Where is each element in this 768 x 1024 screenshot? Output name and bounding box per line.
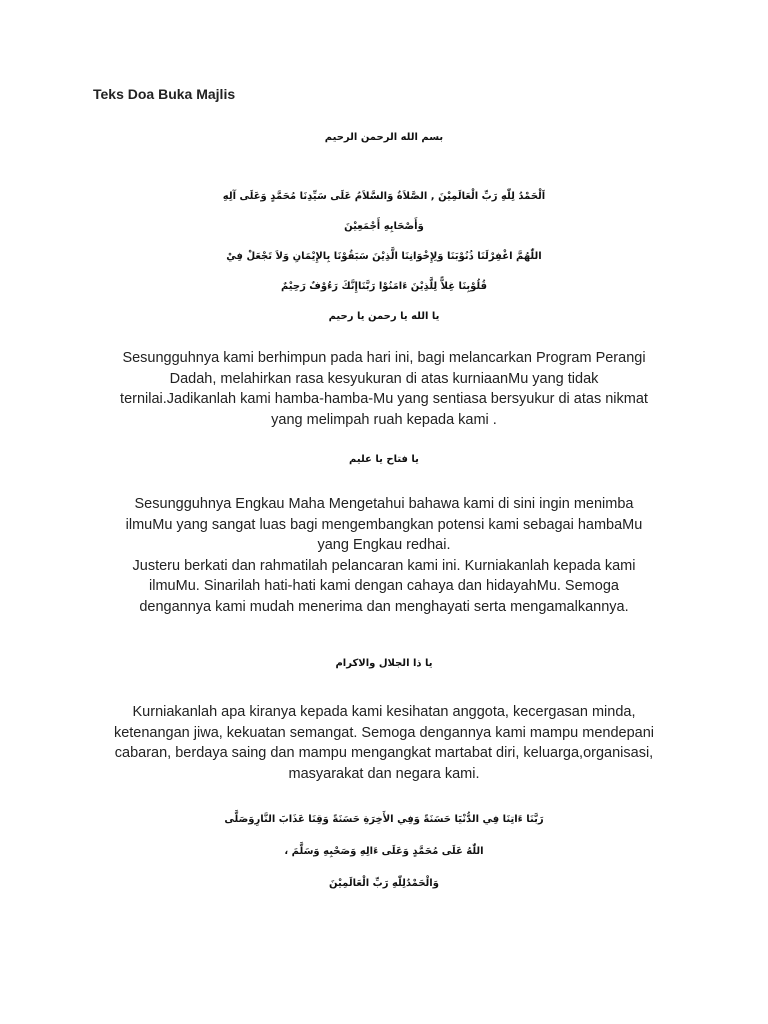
paragraph-line: ilmuMu yang sangat luas bagi mengembangkan potensi kami sebagai hambaMu — [125, 516, 643, 533]
paragraph-line: dengannya kami mudah menerima dan menghayati serta mengamalkannya. — [139, 598, 629, 615]
paragraph-line: yang Engkau redhai. — [317, 537, 451, 553]
paragraph-line: ketenangan jiwa, kekuatan semangat. Semoga dengannya kami mampu mendepani — [113, 724, 655, 741]
paragraph-line: Justeru berkati dan rahmatilah pelancaran kami ini. Kurniakanlah kepada kami — [132, 557, 636, 574]
closing-dua-line: وَالْحَمْدُلِلّٰهِ رَبِّ الْعَالَمِيْنَ — [329, 878, 439, 889]
paragraph-line: cabaran, berdaya saing dan mampu mengangkat martabat diri, keluarga,organisasi, — [114, 745, 654, 761]
opening-dua-line: اللّٰهُمَّ اغْفِرْلَنَا ذُنُوْبَنَا وَلِإِخْوَانِنَا الَّذِيْنَ سَبَقُوْنَا بِالإِيْمَانِ وَلاَ تَجْعَلْ فِيْ — [226, 251, 542, 262]
section-heading-2: يا فتاح يا عليم — [349, 454, 419, 465]
closing-dua-line: اللّٰهُ عَلَى مُحَمَّدٍ وَعَلَى ءَالِهِ وَصَحْبِهِ وَسَلَّمَ ، — [284, 846, 484, 857]
opening-dua-line: يا الله يا رحمن يا رحيم — [328, 311, 440, 322]
opening-dua-line: اَلْحَمْدُ لِلّٰهِ رَبِّ الْعَالَمِيْنَ , الصَّلاَةُ وَالسَّلاَمُ عَلَى سَيِّدِنَا مُحَمَّدٍ وَعَلَى آلِهِ — [222, 191, 546, 202]
closing-dua — [60, 804, 708, 900]
section-heading-3: يا ذا الجلال والاكرام — [335, 658, 433, 669]
paragraph-line: Sesungguhnya Engkau Maha Mengetahui bahawa kami di sini ingin menimba — [134, 496, 634, 512]
opening-dua-line: وَأَصْحَابِهِ أَجْمَعِيْنَ — [344, 221, 424, 232]
paragraph-line: Kurniakanlah apa kiranya kepada kami kesihatan anggota, kecergasan minda, — [132, 704, 636, 720]
closing-dua-line: رَبَّنَا ءَاتِنَا فِي الدُّنْيَا حَسَنَةً وَفِي الأَخِرَةِ حَسَنَةً وَقِنَا عَذَابَ النَّارِوَصَلَّى — [224, 814, 544, 825]
paragraph-line: yang melimpah ruah kepada kami . — [271, 411, 497, 428]
paragraph-3 — [84, 702, 684, 784]
paragraph-2 — [84, 494, 684, 617]
paragraph-line: Sesungguhnya kami berhimpun pada hari ini, bagi melancarkan Program Perangi — [122, 350, 646, 366]
opening-dua — [60, 182, 708, 332]
paragraph-1 — [84, 348, 684, 430]
document-title: Teks Doa Buka Majlis — [93, 86, 236, 102]
opening-dua-line: قُلُوْبِنَا غِلاًّ لِلَّذِيْنَ ءَامَنُوْا رَبَّنَاإِنَّكَ رَءُوْفٌ رَحِيْمٌ — [280, 281, 488, 292]
paragraph-line: masyarakat dan negara kami. — [288, 765, 480, 782]
paragraph-line: ternilai.Jadikanlah kami hamba-hamba-Mu yang sentiasa bersyukur di atas nikmat — [120, 391, 648, 407]
paragraph-line: Dadah, melahirkan rasa kesyukuran di atas kurniaanMu yang tidak — [169, 370, 599, 387]
basmalah-heading: بسم الله الرحمن الرحيم — [324, 132, 444, 143]
paragraph-line: ilmuMu. Sinarilah hati-hati kami dengan cahaya dan hidayahMu. Semoga — [149, 578, 619, 594]
